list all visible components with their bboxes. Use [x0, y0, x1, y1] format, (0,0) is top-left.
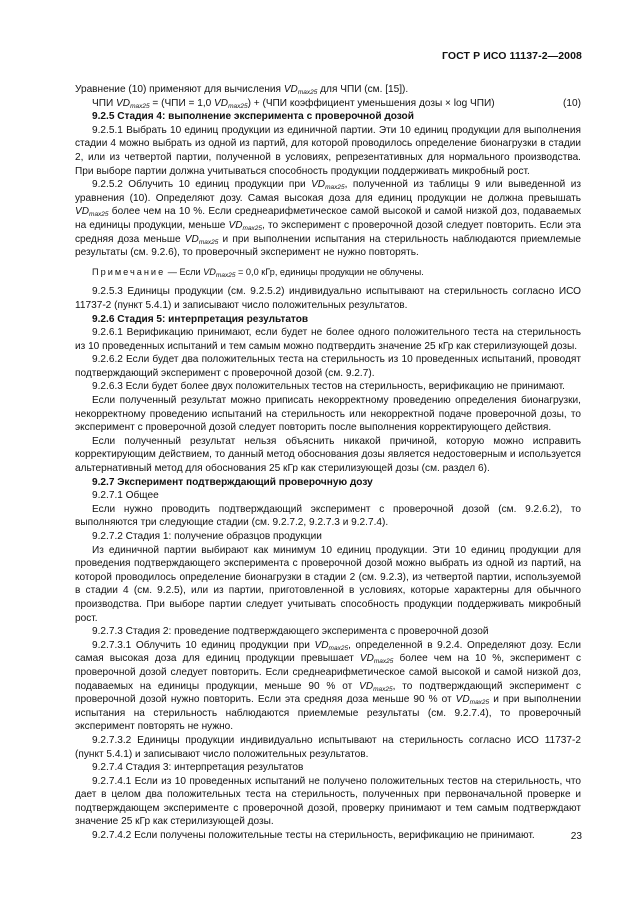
paragraph: Если полученный результат можно приписать некорректному проведению определения бионагрузки, некорректному проведению испытаний на стерильность или некорректной подаче проверочной дозы, то эксперимент с проверочной дозой следует повторить после выполнения корректирующего действия.: [75, 395, 581, 434]
paragraph: 9.2.7.3.2 Единицы продукции индивидуально испытывают на стерильность согласно ИСО 11737-2 (пункт 5.4.1) и записывают число положительных результатов.: [75, 734, 581, 760]
page-header-standard-title: ГОСТ Р ИСО 11137-2—2008: [441, 50, 582, 62]
vd-symbol-subscript: max25: [242, 224, 263, 232]
paragraph: 9.2.7.4 Стадия 3: интерпретация результатов: [92, 762, 304, 774]
vd-symbol-text: VD: [116, 97, 131, 109]
paragraph: Уравнение (10) применяют для вычисления $VD_{max25}$ для ЧПИ (см. [15]).: [75, 84, 409, 96]
paragraph: Из единичной партии выбирают как минимум 10 единиц продукции. Эти 10 единиц продукции для проведения подтверждающего эксперимента с проверочной дозой можно выбрать из одной из партий, на которой проводилось определение бионагрузки в стадии 2 (см. 9.2.3), из четвертой партии, используемой в стадии 4 (см. 9.2.5), или из партии, приготовленной в условиях, которые характерны для обычного производства. При выборе партии следует учитывать способность продукции поддерживать микробный рост.: [75, 544, 581, 624]
vd-symbol-subscript: max25: [228, 102, 248, 110]
vd-max25-symbol: [214, 98, 248, 109]
vd-max25-symbol: [311, 179, 345, 190]
formula-10: ЧПИ $VD_{max25} = (ЧПИ = 1,0$ $VD_{max25}) + (ЧПИ$ коэффициент уменьшения дозы × log ЧПИ) (10): [92, 97, 581, 110]
paragraph: Если нужно проводить подтверждающий эксперимент с проверочной дозой (см. 9.2.6.2), то выполняются три следующие стадии (см. 9.2.7.2, 9.2.7.3 и 9.2.7.4).: [75, 503, 581, 529]
paragraph: 9.2.7.1 Общее: [92, 490, 159, 502]
vd-symbol-text: VD: [184, 233, 199, 245]
paragraph: 9.2.6.2 Если будет два положительных теста на стерильность из 10 проведенных испытаний, проводят подтверждающий эксперимент с проверочной дозой (см. 9.2.7).: [75, 354, 581, 379]
vd-symbol-subscript: max25: [215, 271, 236, 279]
vd-symbol-text: VD: [359, 653, 374, 665]
paragraph: 9.2.7.4.2 Если получены положительные тесты на стерильность, верификацию не принимают.: [92, 830, 535, 842]
paragraph: 9.2.5.1 Выбрать 10 единиц продукции из единичной партии. Эти 10 единиц продукции для выполнения стадии 4 можно выбрать из одной из партий, для которой проводилось определение бионагрузки в стадии 2, или из четвертой партии, полученной в условиях, репрезентативных для нормального производства. При выборе партии должна учитываться способность продукции поддерживать микробный рост.: [75, 124, 581, 177]
vd-symbol-text: VD: [311, 179, 326, 191]
vd-max25-symbol: [315, 640, 349, 651]
vd-symbol-text: VD: [75, 206, 90, 218]
vd-max25-symbol: [75, 206, 109, 217]
vd-max25-symbol: [284, 84, 318, 95]
vd-symbol-subscript: max25: [198, 238, 219, 246]
formula-number: (10): [563, 97, 581, 109]
paragraph: 9.2.7.3.1 Облучить 10 единиц продукции при $VD_{max25}$, определенной в 9.2.4. Определяют дозу. Если самая высокая доза для единиц продукции превышает $VD_{max25}$ более чем на 10 %, эксперимент с проверочной дозой следует повторить. Если среднеарифметическое самой высокой и самой низкой доз, подаваемых на единицы продукции, меньше 90 % от $VD_{max25}$, то подтверждающий эксперимент с проверочной дозой нужно повторить. Если эта средняя доза меньше 90 % от $VD_{max25}$ и при выполнении испытания на стерильность наблюдаются приемлемые результаты (см. 9.2.7.4), то проверочный эксперимент повторять не нужно.: [75, 639, 581, 733]
paragraph: 9.2.7.4.1 Если из 10 проведенных испытаний не получено положительных тестов на стерильность, что дает в целом два положительных теста на стерильность, полученных при первоначальной проверке и подтверждающем эксперименте с проверочной дозой, проверку принимают и тем самым подтверждают значение 25 кГр как стерилизующей дозы.: [75, 775, 581, 828]
paragraph: 9.2.7.3 Стадия 2: проведение подтверждающего эксперимента с проверочной дозой: [92, 626, 489, 638]
page-number: 23: [570, 831, 582, 842]
vd-max25-symbol: [185, 234, 219, 245]
paragraph: 9.2.7.2 Стадия 1: получение образцов продукции: [92, 531, 322, 542]
vd-max25-symbol: [359, 681, 393, 692]
paragraph: 9.2.5.3 Единицы продукции (см. 9.2.5.2) индивидуально испытывают на стерильность согласно ИСО 11737-2 (пункт 5.4.1) и записывают число положительных результатов.: [75, 286, 581, 311]
section-heading: 9.2.5 Стадия 4: выполнение эксперимента с проверочной дозой: [92, 111, 414, 123]
vd-symbol-text: VD: [283, 84, 298, 95]
document-body: [75, 83, 581, 843]
section-heading: 9.2.6 Стадия 5: интерпретация результатов: [92, 313, 309, 325]
vd-symbol-subscript: max25: [373, 658, 394, 666]
vd-symbol-text: VD: [228, 219, 243, 231]
paragraph: 9.2.6.3 Если будет более двух положительных тестов на стерильность, верификацию не принимают.: [92, 381, 565, 393]
vd-symbol-subscript: max25: [373, 685, 393, 693]
vd-symbol-subscript: max25: [328, 644, 349, 652]
paragraph: Если полученный результат нельзя объяснить никакой причиной, которую можно исправить корректирующим действием, то данный метод обоснования дозы является недостоверным и используется альтернативный метод для обоснования 25 кГр как стерилизующей дозы (см. раздел 6).: [75, 435, 581, 475]
vd-symbol-subscript: max25: [89, 211, 109, 219]
vd-max25-symbol: [203, 267, 235, 277]
vd-symbol-text: VD: [203, 266, 216, 277]
vd-symbol-subscript: max25: [130, 102, 150, 110]
vd-symbol-text: VD: [359, 680, 374, 692]
paragraph: 9.2.6.1 Верификацию принимают, если будет не более одного положительного теста на стерильность из 10 проведенных испытаний и тем самым можно подтвердить значение 25 кГр как стерилизующей дозы.: [75, 327, 581, 352]
note: Примечание — Если $VD_{max25} = 0,0$ кГр, единицы продукции не облучены.: [92, 266, 424, 279]
vd-max25-symbol: [229, 220, 263, 231]
vd-symbol-subscript: max25: [297, 89, 318, 96]
vd-max25-symbol: [360, 653, 394, 664]
vd-symbol-text: VD: [214, 97, 229, 109]
vd-symbol-text: VD: [455, 694, 470, 706]
vd-max25-symbol: [456, 694, 490, 705]
paragraph: 9.2.5.2 Облучить 10 единиц продукции при $VD_{max25}$, полученной из таблицы 9 или выведенной из уравнения (10). Определяют дозу. Самая высокая доза для единиц продукции не должна превышать $VD_{max25}$ более чем на 10 %. Если среднеарифметическое самой высокой и самой низкой доз, подаваемых на единицы продукции, меньше $VD_{max25}$, то эксперимент с проверочной дозой следует повторить. Если эта средняя доза меньше $VD_{max25}$ и при выполнении испытания на стерильность наблюдаются приемлемые результаты (см. 9.2.6), то проверочный эксперимент не нужно повторять.: [75, 179, 582, 259]
vd-max25-symbol: [116, 98, 150, 109]
vd-symbol-subscript: max25: [325, 184, 345, 192]
vd-symbol-text: VD: [314, 639, 329, 651]
section-heading: 9.2.7 Эксперимент подтверждающий проверочную дозу: [92, 476, 373, 488]
vd-symbol-subscript: max25: [469, 699, 490, 707]
